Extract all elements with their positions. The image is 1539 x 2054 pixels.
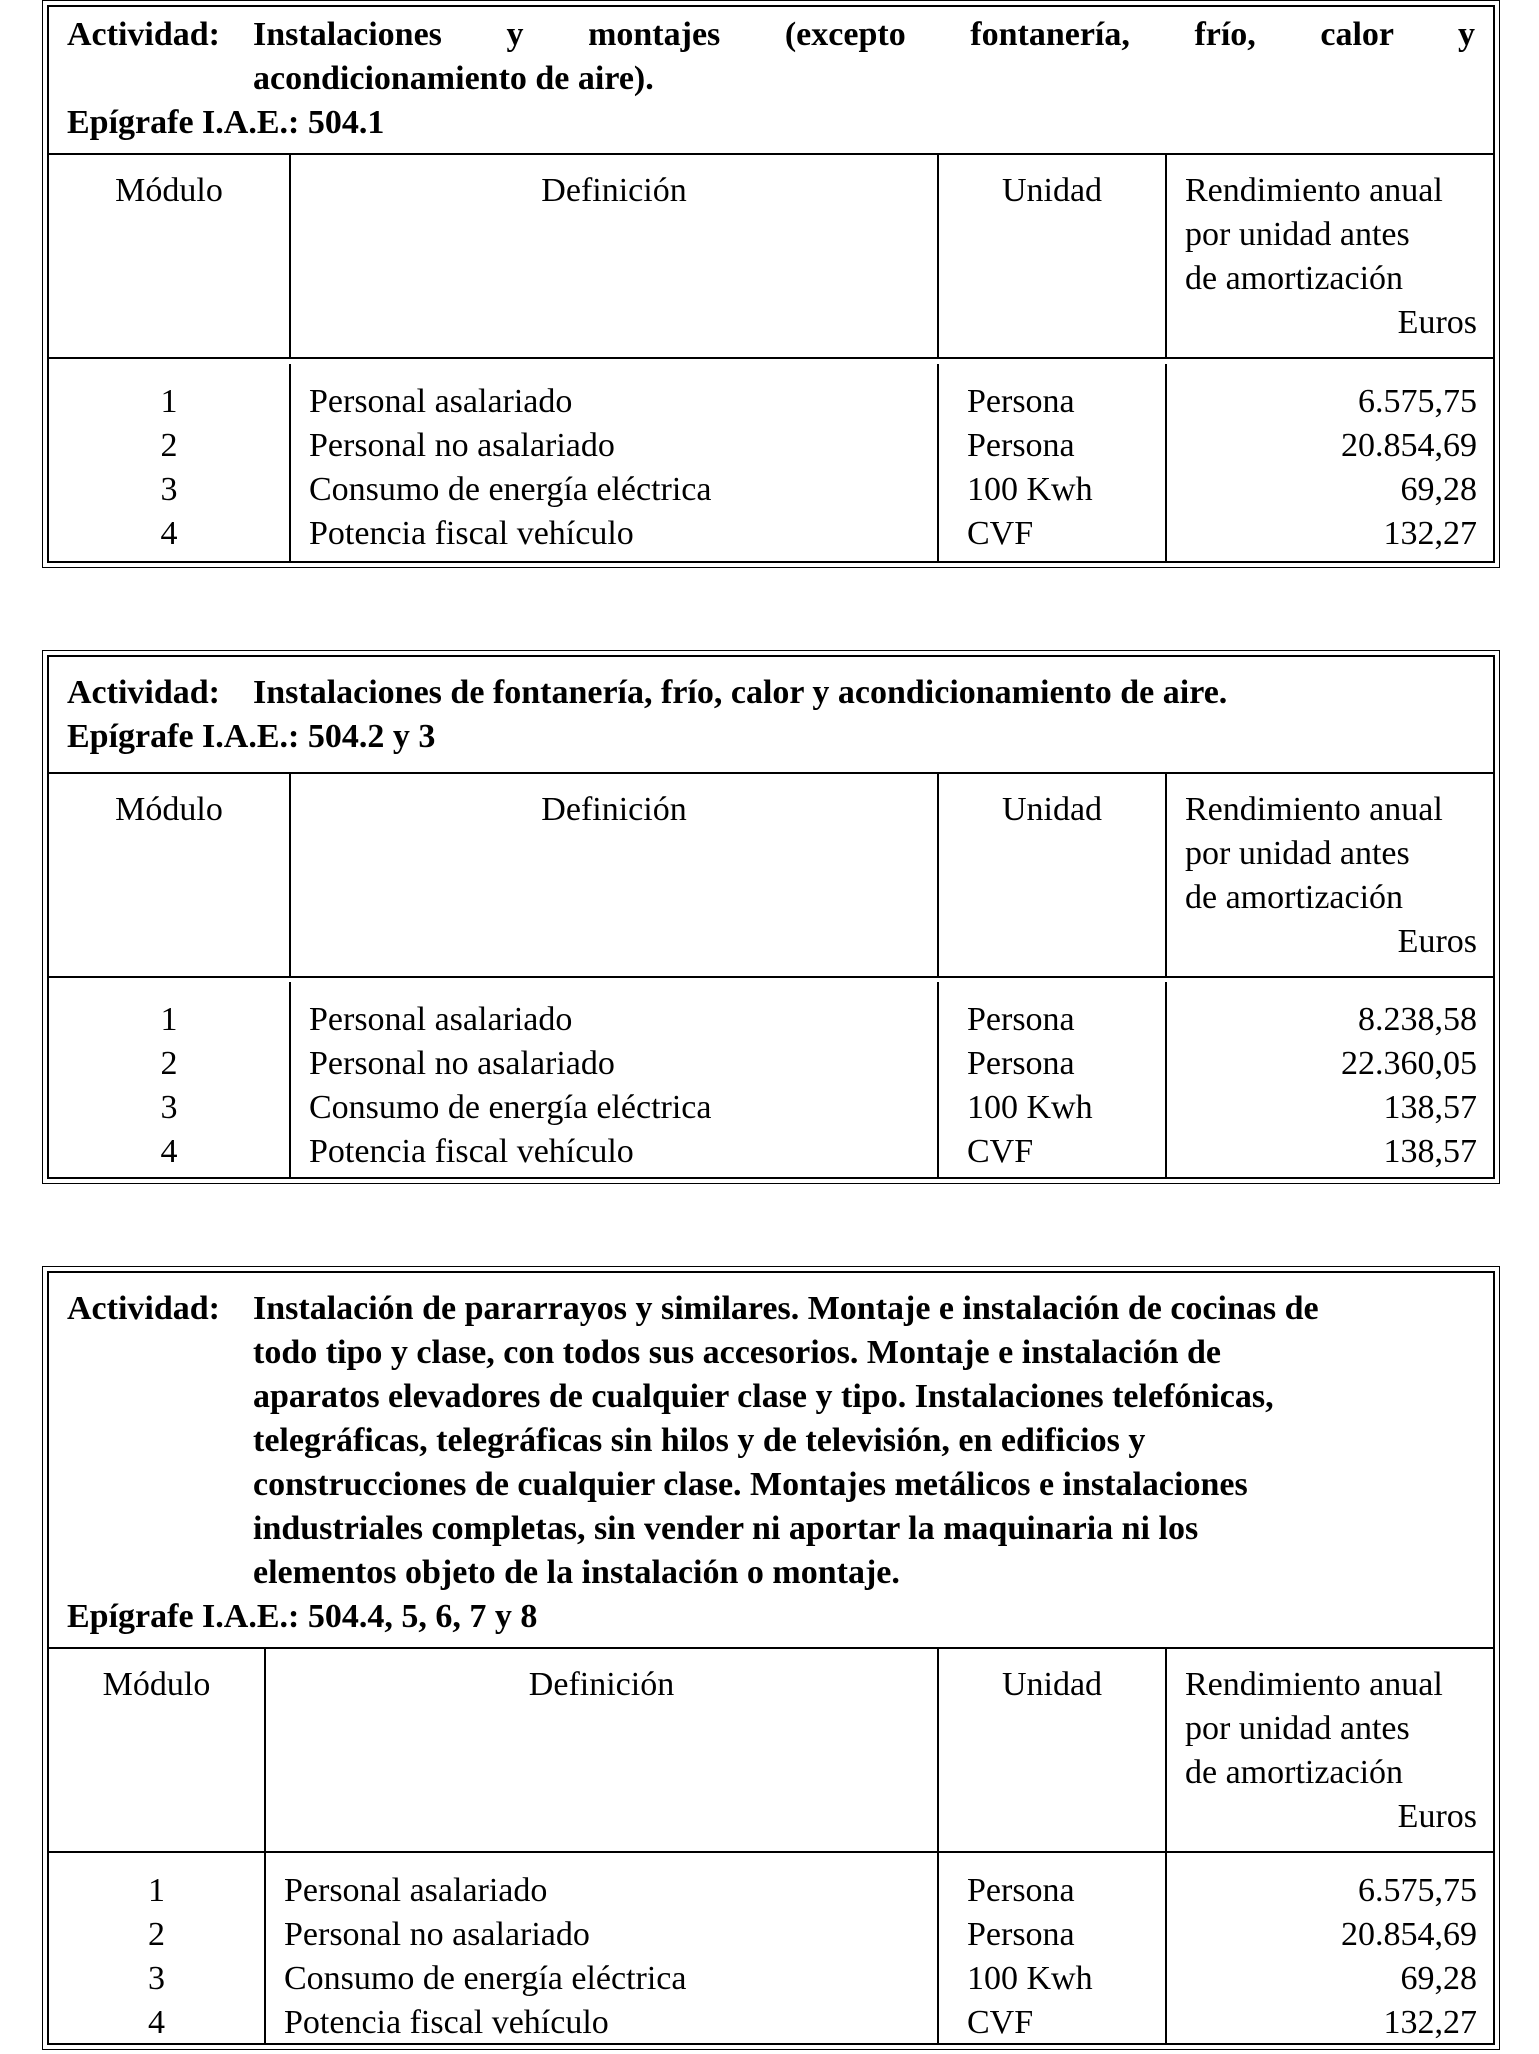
row-unidad: CVF (967, 1132, 1034, 1170)
actividad-line: construcciones de cualquier clase. Montajes metálicos e instalaciones (253, 1466, 1248, 1503)
row-valor: 8.238,58 (1358, 1000, 1477, 1038)
epigrafe: Epígrafe I.A.E.: 504.2 y 3 (67, 718, 436, 755)
actividad-line: Instalaciones y montajes (excepto fontanería, frío, calor y (253, 16, 1475, 53)
row-valor: 6.575,75 (1358, 1872, 1477, 1909)
actividad-text (253, 13, 1475, 101)
epigrafe: Epígrafe I.A.E.: 504.1 (67, 104, 385, 141)
row-valor: 132,27 (1383, 515, 1477, 552)
actividad-line: Instalaciones de fontanería, frío, calor y acondicionamiento de aire. (253, 674, 1228, 711)
actividad-line: todo tipo y clase, con todos sus accesorios. Montaje e instalación de (253, 1334, 1222, 1371)
header-rendimiento (1165, 1649, 1493, 1853)
header-euros: Euros (1397, 1798, 1477, 1835)
row-definicion: Potencia fiscal vehículo (309, 515, 634, 552)
column-unidad (937, 982, 1165, 1178)
column-valor (1165, 982, 1493, 1178)
row-valor: 20.854,69 (1341, 1916, 1477, 1953)
actividad-label: Actividad: (67, 16, 220, 53)
row-unidad: 100 Kwh (967, 471, 1093, 508)
table-header (49, 1273, 1493, 1649)
row-unidad: 100 Kwh (967, 1088, 1093, 1126)
header-modulo: Módulo (49, 774, 289, 978)
column-modulo (49, 982, 289, 1178)
row-definicion: Personal asalariado (284, 1872, 548, 1909)
actividad-label: Actividad: (67, 674, 220, 711)
table-frame (47, 655, 1495, 1179)
row-valor: 22.360,05 (1341, 1044, 1477, 1082)
header-rendimiento-line: por unidad antes (1185, 216, 1410, 253)
column-valor (1165, 364, 1493, 561)
column-definicion (289, 364, 937, 561)
row-unidad: CVF (967, 2004, 1034, 2041)
table-frame (47, 1271, 1495, 2045)
actividad-line: industriales completas, sin vender ni aportar la maquinaria ni los (253, 1510, 1199, 1547)
row-definicion: Personal no asalariado (309, 427, 615, 464)
column-unidad (937, 364, 1165, 561)
header-euros: Euros (1397, 304, 1477, 341)
actividad-line: elementos objeto de la instalación o montaje. (253, 1554, 900, 1591)
row-definicion: Personal no asalariado (284, 1916, 590, 1953)
header-rendimiento (1165, 155, 1493, 359)
row-modulo: 4 (160, 1132, 178, 1170)
row-unidad: 100 Kwh (967, 1960, 1093, 1997)
header-rendimiento-line: Rendimiento anual (1185, 1666, 1443, 1703)
header-rendimiento (1165, 774, 1493, 978)
header-definicion: Definición (264, 1649, 937, 1853)
actividad-line: aparatos elevadores de cualquier clase y tipo. Instalaciones telefónicas, (253, 1378, 1274, 1415)
row-modulo: 2 (160, 427, 178, 464)
header-unidad: Unidad (937, 774, 1165, 978)
module-table-504-1 (42, 0, 1500, 568)
actividad-text (253, 671, 1475, 715)
column-valor (1165, 1853, 1493, 2045)
header-rendimiento-line: Rendimiento anual (1185, 791, 1443, 828)
actividad (67, 671, 1475, 715)
row-unidad: Persona (967, 427, 1075, 464)
actividad (67, 13, 1475, 101)
row-valor: 6.575,75 (1358, 383, 1477, 420)
row-modulo: 3 (160, 1088, 178, 1126)
row-modulo: 1 (160, 1000, 178, 1038)
epigrafe: Epígrafe I.A.E.: 504.4, 5, 6, 7 y 8 (67, 1598, 538, 1635)
row-valor: 69,28 (1400, 1960, 1477, 1997)
row-modulo: 4 (160, 515, 178, 552)
row-unidad: Persona (967, 383, 1075, 420)
actividad-line: acondicionamiento de aire). (253, 60, 654, 97)
header-rendimiento-line: de amortización (1185, 260, 1404, 297)
row-modulo: 4 (148, 2004, 165, 2041)
row-modulo: 3 (160, 471, 178, 508)
row-valor: 138,57 (1383, 1088, 1477, 1126)
row-valor: 69,28 (1400, 471, 1477, 508)
header-euros: Euros (1397, 923, 1477, 960)
table-frame (47, 5, 1495, 563)
row-modulo: 3 (148, 1960, 165, 1997)
header-definicion: Definición (289, 155, 937, 359)
header-rendimiento-line: por unidad antes (1185, 835, 1410, 872)
row-unidad: CVF (967, 515, 1034, 552)
table-header (49, 657, 1493, 774)
header-definicion: Definición (289, 774, 937, 978)
row-definicion: Personal asalariado (309, 1000, 573, 1038)
actividad-text (253, 1287, 1475, 1595)
header-rendimiento-line: Rendimiento anual (1185, 172, 1443, 209)
table-header (49, 7, 1493, 155)
module-grid (49, 155, 1493, 561)
row-definicion: Personal no asalariado (309, 1044, 615, 1082)
actividad-line: Instalación de pararrayos y similares. Montaje e instalación de cocinas de (253, 1290, 1319, 1327)
actividad-line: telegráficas, telegráficas sin hilos y de televisión, en edificios y (253, 1422, 1146, 1459)
row-definicion: Consumo de energía eléctrica (309, 1088, 712, 1126)
row-unidad: Persona (967, 1044, 1075, 1082)
column-modulo (49, 1853, 264, 2045)
row-definicion: Personal asalariado (309, 383, 573, 420)
module-grid (49, 774, 1493, 1177)
header-unidad: Unidad (937, 155, 1165, 359)
header-rendimiento-line: de amortización (1185, 879, 1404, 916)
row-definicion: Potencia fiscal vehículo (309, 1132, 634, 1170)
module-table-504-4-8 (42, 1266, 1500, 2050)
row-modulo: 2 (148, 1916, 165, 1953)
module-table-504-2-3 (42, 650, 1500, 1184)
row-unidad: Persona (967, 1872, 1075, 1909)
row-definicion: Potencia fiscal vehículo (284, 2004, 609, 2041)
column-modulo (49, 364, 289, 561)
actividad-label: Actividad: (67, 1290, 220, 1327)
row-modulo: 1 (160, 383, 178, 420)
row-definicion: Consumo de energía eléctrica (309, 471, 712, 508)
header-unidad: Unidad (937, 1649, 1165, 1853)
header-modulo: Módulo (49, 155, 289, 359)
row-valor: 138,57 (1383, 1132, 1477, 1170)
header-rendimiento-line: de amortización (1185, 1754, 1404, 1791)
row-valor: 20.854,69 (1341, 427, 1477, 464)
column-unidad (937, 1853, 1165, 2045)
header-modulo: Módulo (49, 1649, 264, 1853)
row-valor: 132,27 (1383, 2004, 1477, 2041)
actividad (67, 1287, 1475, 1595)
row-modulo: 2 (160, 1044, 178, 1082)
column-definicion (264, 1853, 937, 2045)
row-definicion: Consumo de energía eléctrica (284, 1960, 687, 1997)
module-grid (49, 1649, 1493, 2045)
row-modulo: 1 (148, 1872, 165, 1909)
row-unidad: Persona (967, 1916, 1075, 1953)
column-definicion (289, 982, 937, 1178)
header-rendimiento-line: por unidad antes (1185, 1710, 1410, 1747)
row-unidad: Persona (967, 1000, 1075, 1038)
